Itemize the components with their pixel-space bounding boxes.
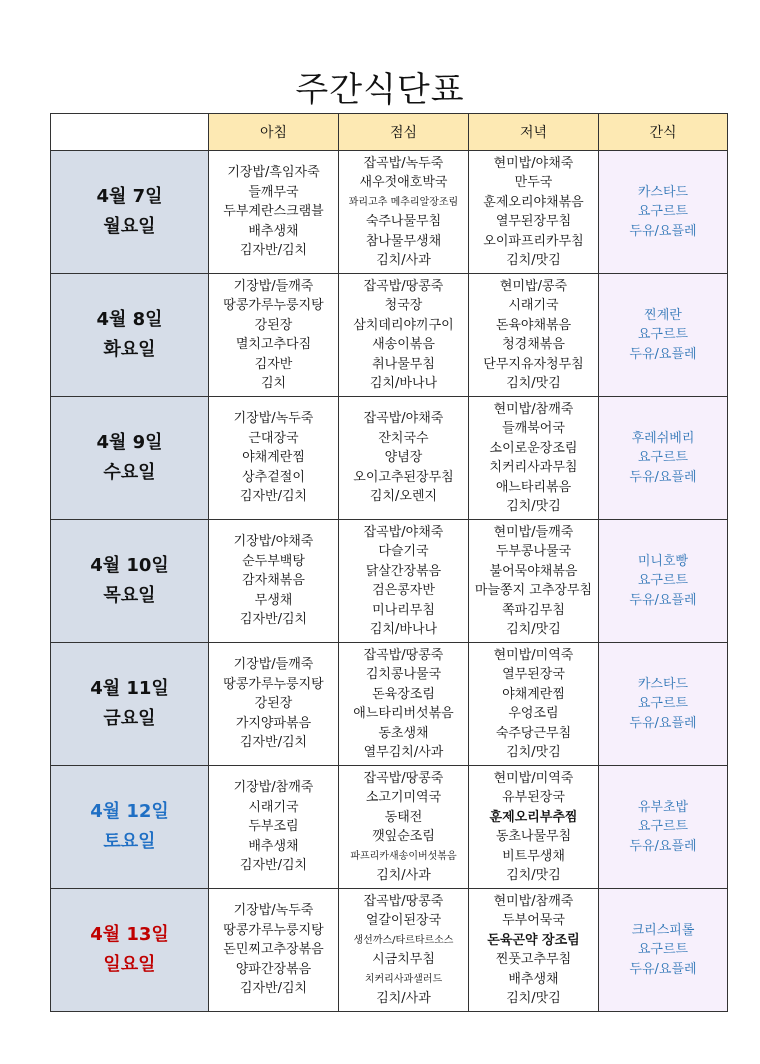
breakfast-cell xyxy=(209,151,339,274)
menu-item: 돈육야채볶음 xyxy=(495,317,572,333)
day-row xyxy=(51,643,728,766)
menu-item: 돈민찌고추장볶음 xyxy=(223,942,324,958)
menu-item: 김자반/김치 xyxy=(239,612,308,628)
menu-item: 단무지유자청무침 xyxy=(483,356,584,372)
menu-item: 비트무생채 xyxy=(502,848,565,864)
menu-item: 유부된장국 xyxy=(502,790,565,805)
menu-item: 현미밥/참깨죽 xyxy=(493,401,574,417)
lunch-cell xyxy=(339,151,469,274)
breakfast-cell xyxy=(209,643,339,766)
menu-item: 잡곡밥/땅콩죽 xyxy=(363,893,444,909)
menu-item: 김치/바나나 xyxy=(369,622,438,637)
menu-item: 현미밥/야채죽 xyxy=(493,155,574,171)
day-cell xyxy=(51,397,209,520)
menu-item: 김치/맛김 xyxy=(506,622,561,637)
menu-item: 잡곡밥/녹두죽 xyxy=(363,155,444,171)
menu-item: 현미밥/들깨죽 xyxy=(493,524,574,540)
menu-item: 김자반/김치 xyxy=(239,489,308,505)
menu-item: 두부어묵국 xyxy=(502,913,565,928)
menu-item: 시금치무침 xyxy=(372,952,435,967)
menu-item: 애느타리볶음 xyxy=(495,479,572,495)
lunch-cell xyxy=(339,889,469,1012)
menu-item: 미니호빵 xyxy=(637,553,689,569)
day-cell xyxy=(51,520,209,643)
menu-item: 두유/요플레 xyxy=(629,223,697,239)
day-date: 4월 12일 xyxy=(90,801,169,822)
menu-item: 잡곡밥/야채죽 xyxy=(363,524,444,540)
day-row xyxy=(51,151,728,274)
menu-item: 소이로운장조림 xyxy=(489,440,578,456)
menu-item: 잡곡밥/땅콩죽 xyxy=(363,647,444,663)
menu-item: 우엉조림 xyxy=(508,706,559,721)
menu-item: 열무김치/사과 xyxy=(363,745,444,760)
day-date: 4월 13일 xyxy=(90,924,169,945)
menu-item: 치커리사과무침 xyxy=(489,460,578,475)
day-row xyxy=(51,274,728,397)
dinner-cell xyxy=(469,520,599,643)
day-weekday: 화요일 xyxy=(103,339,156,360)
day-cell xyxy=(51,643,209,766)
menu-item: 근대장국 xyxy=(248,430,299,446)
menu-item: 생선까스/타르타르소스 xyxy=(353,934,454,946)
menu-item: 만두국 xyxy=(514,175,553,190)
menu-item: 동초나물무침 xyxy=(495,829,572,844)
menu-item: 김치/바나나 xyxy=(369,376,438,391)
menu-item: 김자반/김치 xyxy=(239,243,308,259)
menu-item: 배추생채 xyxy=(248,223,299,239)
day-date: 4월 8일 xyxy=(96,309,163,330)
menu-item: 두유/요플레 xyxy=(629,346,697,362)
breakfast-cell xyxy=(209,520,339,643)
menu-item: 현미밥/콩죽 xyxy=(499,278,568,294)
header-breakfast: 아침 xyxy=(209,114,339,151)
menu-item: 요구르트 xyxy=(637,942,689,958)
menu-item: 돈육장조림 xyxy=(372,686,435,702)
menu-item: 카스타드 xyxy=(637,676,689,692)
day-row xyxy=(51,889,728,1012)
menu-item: 새우젓애호박국 xyxy=(359,175,448,190)
menu-item: 김치/맛김 xyxy=(506,991,561,1006)
menu-item: 김치/오렌지 xyxy=(369,489,438,505)
day-cell xyxy=(51,274,209,397)
day-date: 4월 10일 xyxy=(90,555,169,576)
weekly-menu-table xyxy=(50,113,728,1012)
menu-item: 현미밥/참깨죽 xyxy=(493,893,574,909)
menu-item: 취나물무침 xyxy=(372,356,435,372)
breakfast-cell xyxy=(209,397,339,520)
menu-item: 요구르트 xyxy=(637,450,689,466)
menu-item: 들깨북어국 xyxy=(502,421,565,436)
menu-item: 잡곡밥/야채죽 xyxy=(363,411,444,427)
snack-cell xyxy=(599,766,728,889)
dinner-cell xyxy=(469,643,599,766)
menu-item: 김치/사과 xyxy=(376,991,431,1006)
day-weekday: 일요일 xyxy=(103,954,156,975)
menu-item: 김치/맛김 xyxy=(506,868,561,883)
menu-item: 치커리사과샐러드 xyxy=(364,973,443,985)
breakfast-cell xyxy=(209,274,339,397)
menu-item: 찐풋고추무침 xyxy=(495,952,572,967)
menu-item: 양파간장볶음 xyxy=(235,961,312,977)
snack-cell xyxy=(599,274,728,397)
snack-cell xyxy=(599,397,728,520)
menu-item: 애느타리버섯볶음 xyxy=(353,706,454,721)
menu-item: 상추겉절이 xyxy=(242,469,305,485)
day-cell xyxy=(51,766,209,889)
menu-item: 배추생채 xyxy=(248,838,299,854)
day-date: 4월 9일 xyxy=(96,432,163,453)
menu-item: 기장밥/참깨죽 xyxy=(233,780,314,796)
menu-item: 청국장 xyxy=(384,298,423,313)
menu-item: 김치 xyxy=(260,376,287,391)
menu-item: 열무된장무침 xyxy=(495,214,572,229)
dinner-cell xyxy=(469,889,599,1012)
day-weekday: 목요일 xyxy=(103,585,156,606)
menu-item: 감자채볶음 xyxy=(242,573,305,589)
menu-item: 열무된장국 xyxy=(502,667,565,682)
menu-item: 두유/요플레 xyxy=(629,715,697,731)
menu-item: 얼갈이된장국 xyxy=(365,913,442,928)
menu-item: 요구르트 xyxy=(637,573,689,589)
menu-item: 미나리무침 xyxy=(372,602,435,618)
menu-item: 땅콩가루누룽지탕 xyxy=(223,298,324,313)
menu-item: 땅콩가루누룽지탕 xyxy=(223,922,324,938)
menu-item: 닭살간장볶음 xyxy=(365,563,442,579)
breakfast-cell xyxy=(209,889,339,1012)
menu-item: 김자반 xyxy=(254,356,293,372)
menu-item: 다슬기국 xyxy=(378,544,429,559)
menu-item: 강된장 xyxy=(254,696,293,712)
menu-item: 야채계란찜 xyxy=(242,450,305,466)
dinner-cell xyxy=(469,397,599,520)
menu-item: 순두부백탕 xyxy=(242,553,305,569)
menu-item: 김치/맛김 xyxy=(506,376,561,391)
menu-item: 크리스피롤 xyxy=(631,922,695,938)
menu-item: 김치/맛김 xyxy=(506,253,561,268)
menu-item: 잔치국수 xyxy=(378,430,429,446)
snack-cell xyxy=(599,520,728,643)
day-weekday: 수요일 xyxy=(103,462,156,483)
menu-item: 소고기미역국 xyxy=(365,790,442,805)
menu-item: 두부조림 xyxy=(248,819,299,835)
snack-cell xyxy=(599,889,728,1012)
menu-item: 기장밥/녹두죽 xyxy=(233,903,314,919)
menu-item: 참나물무생채 xyxy=(365,233,442,249)
menu-item: 돈육곤약 장조림 xyxy=(487,932,580,948)
page-title: 주간식단표 xyxy=(295,70,465,110)
menu-item: 마늘쫑지 고추장무침 xyxy=(474,583,593,598)
menu-item: 김치/맛김 xyxy=(506,745,561,760)
lunch-cell xyxy=(339,643,469,766)
menu-item: 두유/요플레 xyxy=(629,469,697,485)
lunch-cell xyxy=(339,274,469,397)
menu-item: 깻잎순조림 xyxy=(372,829,435,844)
menu-item: 두유/요플레 xyxy=(629,838,697,854)
lunch-cell xyxy=(339,766,469,889)
day-weekday: 월요일 xyxy=(103,216,156,237)
day-row xyxy=(51,520,728,643)
menu-item: 멸치고추다짐 xyxy=(235,337,312,352)
day-row xyxy=(51,397,728,520)
snack-cell xyxy=(599,643,728,766)
header-corner-cell xyxy=(51,114,209,151)
menu-item: 두유/요플레 xyxy=(629,592,697,608)
header-lunch: 점심 xyxy=(339,114,469,151)
menu-item: 숙주나물무침 xyxy=(365,214,442,229)
menu-item: 새송이볶음 xyxy=(372,337,435,352)
lunch-cell xyxy=(339,520,469,643)
menu-item: 현미밥/미역죽 xyxy=(493,647,574,663)
menu-item: 오이파프리카무침 xyxy=(483,233,584,249)
day-cell xyxy=(51,889,209,1012)
menu-item: 요구르트 xyxy=(637,819,689,835)
header-snack: 간식 xyxy=(599,114,728,151)
menu-item: 시래기국 xyxy=(508,298,559,313)
menu-item: 삼치데리야끼구이 xyxy=(353,317,454,333)
menu-item: 파프리카새송이버섯볶음 xyxy=(350,850,457,862)
menu-item: 땅콩가루누룽지탕 xyxy=(223,676,324,692)
header-row xyxy=(51,114,728,151)
menu-item: 후레쉬베리 xyxy=(631,430,695,446)
menu-item: 훈제오리야채볶음 xyxy=(483,194,584,210)
menu-item: 가지양파볶음 xyxy=(235,715,312,731)
menu-item: 두부콩나물국 xyxy=(495,544,572,559)
menu-item: 양념장 xyxy=(384,450,423,466)
day-date: 4월 11일 xyxy=(90,678,169,699)
menu-item: 무생채 xyxy=(254,592,293,608)
day-weekday: 토요일 xyxy=(103,831,156,852)
snack-cell xyxy=(599,151,728,274)
menu-item: 훈제오리부추찜 xyxy=(489,809,578,825)
menu-item: 카스타드 xyxy=(637,184,689,200)
menu-item: 꽈리고추 메추리알장조림 xyxy=(348,196,459,208)
menu-item: 요구르트 xyxy=(637,696,689,712)
day-date: 4월 7일 xyxy=(96,186,163,207)
menu-item: 김자반/김치 xyxy=(239,735,308,751)
menu-item: 김치/사과 xyxy=(376,253,431,268)
menu-item: 강된장 xyxy=(254,317,293,333)
menu-item: 요구르트 xyxy=(637,327,689,343)
menu-item: 불어묵야채볶음 xyxy=(489,563,578,579)
menu-item: 잡곡밥/땅콩죽 xyxy=(363,278,444,294)
menu-item: 김자반/김치 xyxy=(239,981,308,997)
menu-item: 숙주당근무침 xyxy=(495,725,572,741)
menu-item: 잡곡밥/땅콩죽 xyxy=(363,770,444,786)
menu-item: 두유/요플레 xyxy=(629,961,697,977)
menu-item: 기장밥/흑임자죽 xyxy=(227,165,320,181)
header-dinner: 저녁 xyxy=(469,114,599,151)
lunch-cell xyxy=(339,397,469,520)
menu-item: 기장밥/녹두죽 xyxy=(233,411,314,427)
day-row xyxy=(51,766,728,889)
menu-body xyxy=(51,151,728,1012)
menu-item: 기장밥/들깨죽 xyxy=(233,657,314,673)
breakfast-cell xyxy=(209,766,339,889)
menu-item: 두부계란스크램블 xyxy=(223,204,324,220)
menu-item: 쪽파김무침 xyxy=(502,602,565,618)
menu-item: 배추생채 xyxy=(508,971,559,987)
menu-item: 기장밥/들깨죽 xyxy=(233,278,314,294)
menu-item: 야채계란찜 xyxy=(502,686,565,702)
menu-item: 요구르트 xyxy=(637,204,689,220)
menu-item: 동초생채 xyxy=(378,725,429,741)
menu-item: 동태전 xyxy=(384,809,423,825)
menu-item: 김치/맛김 xyxy=(506,499,561,514)
menu-item: 청경채볶음 xyxy=(502,337,565,352)
menu-item: 들깨무국 xyxy=(248,184,299,200)
menu-item: 유부초밥 xyxy=(637,799,689,815)
dinner-cell xyxy=(469,151,599,274)
day-weekday: 금요일 xyxy=(103,708,156,729)
dinner-cell xyxy=(469,274,599,397)
menu-item: 오이고추된장무침 xyxy=(353,469,454,485)
dinner-cell xyxy=(469,766,599,889)
menu-item: 김치/사과 xyxy=(376,868,431,883)
menu-item: 기장밥/야채죽 xyxy=(233,534,314,550)
menu-item: 김치콩나물국 xyxy=(365,667,442,682)
menu-item: 시래기국 xyxy=(248,799,299,815)
menu-item: 검은콩자반 xyxy=(372,583,435,598)
menu-item: 현미밥/미역죽 xyxy=(493,770,574,786)
menu-item: 찐계란 xyxy=(644,307,682,323)
menu-item: 김자반/김치 xyxy=(239,858,308,874)
day-cell xyxy=(51,151,209,274)
